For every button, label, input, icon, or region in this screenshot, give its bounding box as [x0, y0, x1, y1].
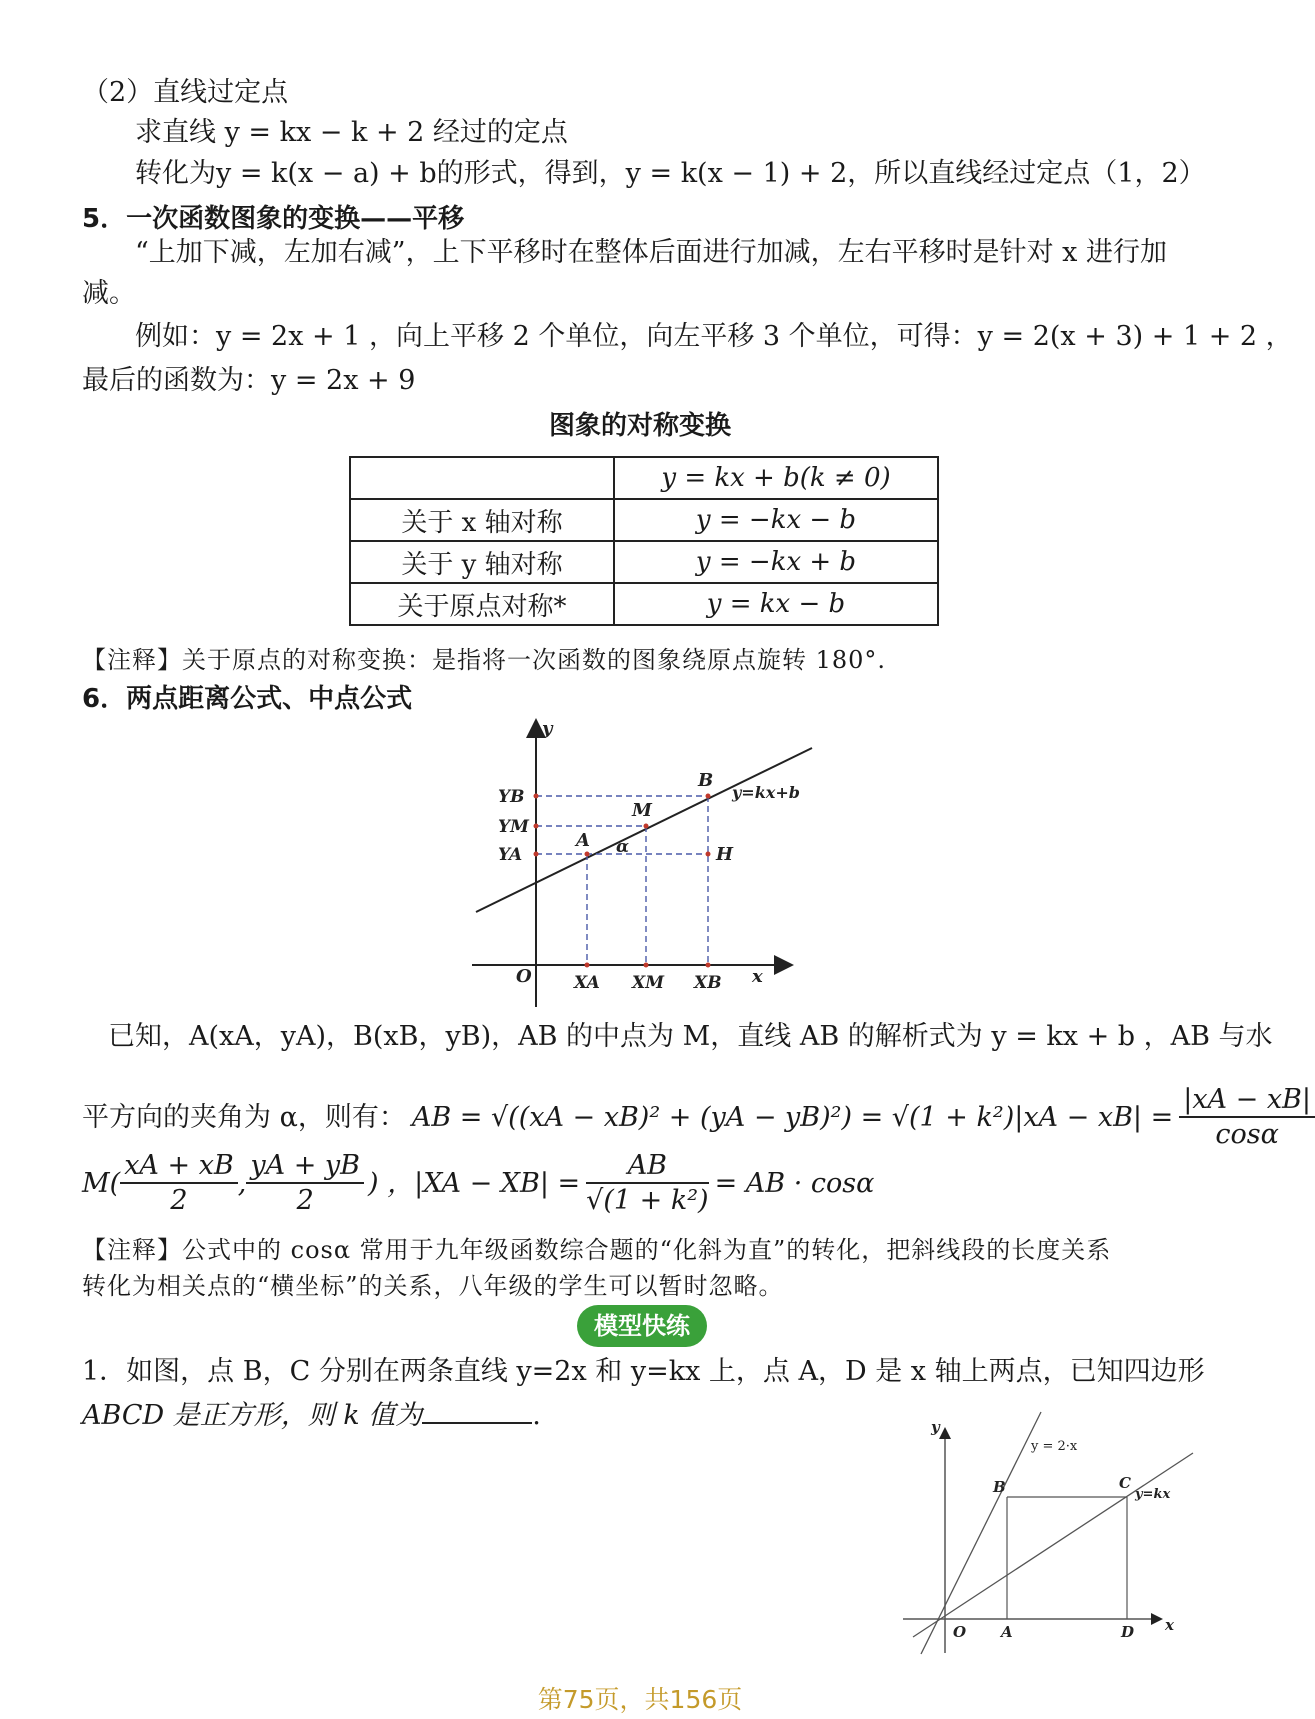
graph-label-h: H: [716, 844, 734, 865]
table-cell: 关于原点对称*: [350, 583, 614, 625]
graph-label-x: x: [752, 966, 763, 987]
fraction-denominator: √(1 + k²): [586, 1185, 709, 1216]
distance-graph: [470, 712, 820, 1012]
section-5-rule-line1: “上加下减，左加右减”，上下平移时在整体后面进行加减，左右平移时是针对 x 进行加: [135, 237, 1167, 268]
table-cell: 关于 y 轴对称: [350, 541, 614, 583]
formula-ab: AB = √((xA − xB)² + (yA − yB)²) = √(1 + k²)|xA − xB| =: [411, 1102, 1174, 1133]
section-6-given-line1: 已知，A(xA，yA)，B(xB，yB)，AB 的中点为 M，直线 AB 的解析式为 y = kx + b ，AB 与水: [108, 1021, 1273, 1052]
graph-label-b: B: [993, 1478, 1006, 1496]
fraction-ab-cos: [1179, 1084, 1315, 1152]
fraction-denominator: 2: [170, 1185, 188, 1216]
graph-points: [534, 794, 711, 968]
graph-label-x: x: [1165, 1616, 1174, 1634]
given-line2-prefix: 平方向的夹角为 α，则有：: [82, 1102, 406, 1133]
graph-label-ya: YA: [498, 845, 523, 865]
graph-label-y: y: [931, 1418, 940, 1436]
table-cell: y = −kx − b: [614, 499, 938, 541]
section-2-heading: （2）直线过定点: [82, 77, 289, 108]
formula-m-suffix: ) ，|XA − XB| =: [368, 1168, 581, 1199]
graph-label-a: A: [576, 830, 590, 851]
answer-blank[interactable]: [422, 1396, 532, 1424]
fraction-mid-y: [246, 1150, 364, 1218]
formula-midpoint-row: M( $\frac{xA + xB}{2}$ , $\frac{yA + yB}{2}$ ) ，|XA − XB| = $\frac{AB}{\text{√(1 + k²)}}$ = AB · cosα: [82, 1150, 875, 1216]
formula-ab-row: [82, 1084, 1315, 1152]
sym-table: [349, 456, 939, 626]
square-abcd: [1007, 1497, 1127, 1619]
formula-tail: = AB · cosα: [714, 1168, 875, 1199]
section-5-heading: 5．一次函数图象的变换——平移: [82, 204, 465, 234]
graph-label-ym: YM: [498, 817, 529, 837]
graph-label-m: M: [632, 800, 652, 821]
section-2-line2: 转化为y = k(x − a) + b的形式，得到，y = k(x − 1) + 2，所以直线经过定点（1，2）: [135, 158, 1206, 189]
formula-m-prefix: M(: [82, 1168, 121, 1199]
section-5-example-line2: 最后的函数为：y = 2x + 9: [82, 365, 416, 396]
guide-lines: [536, 796, 708, 965]
table-row: [350, 457, 938, 499]
practice-badge: 模型快练: [577, 1305, 707, 1347]
graph-label-line: y=kx+b: [732, 783, 800, 802]
graph-label-xb: XB: [694, 973, 722, 993]
fraction-numerator: AB: [586, 1150, 708, 1184]
graph-label-origin: O: [516, 966, 532, 987]
graph-label-alpha: α: [616, 837, 630, 857]
section-5-rule-line2: 减。: [82, 278, 136, 309]
fraction-numerator: |xA − xB|: [1179, 1084, 1315, 1118]
page-number: 第75页，共156页: [537, 1685, 743, 1714]
line-y-2x: [921, 1412, 1041, 1654]
table-row: [350, 583, 938, 625]
square-graph: [895, 1408, 1195, 1658]
fraction-numerator: xA + xB: [120, 1150, 238, 1184]
question-1-line2: [82, 1396, 541, 1433]
table-cell: 关于 x 轴对称: [350, 499, 614, 541]
graph-label-line1: y = 2·x: [1031, 1439, 1078, 1454]
section-6-note-line1: 【注释】公式中的 cosα 常用于九年级函数综合题的“化斜为直”的转化，把斜线段的长度关系: [82, 1236, 1112, 1264]
table-cell: y = −kx + b: [614, 541, 938, 583]
fraction-mid-x: [120, 1150, 238, 1218]
section-5-example-line1: 例如：y = 2x + 1 ，向上平移 2 个单位，向左平移 3 个单位，可得：y = 2(x + 3) + 1 + 2 ，: [135, 321, 1293, 352]
question-1-line1: 1．如图，点 B，C 分别在两条直线 y=2x 和 y=kx 上，点 A，D 是 x 轴上两点，已知四边形: [82, 1356, 1205, 1387]
sym-table-note: 【注释】关于原点的对称变换：是指将一次函数的图象绕原点旋转 180°.: [82, 646, 887, 674]
graph-label-y: y: [542, 718, 553, 739]
fraction-denominator: 2: [296, 1185, 314, 1216]
graph-label-origin: O: [953, 1623, 967, 1641]
table-cell: [350, 457, 614, 499]
graph-label-c: C: [1119, 1474, 1131, 1492]
fraction-numerator: yA + yB: [246, 1150, 364, 1184]
question-1-suffix: .: [532, 1400, 541, 1431]
line-y-kx: [913, 1453, 1193, 1637]
graph-label-b: B: [698, 770, 714, 791]
sym-table-title: 图象的对称变换: [548, 411, 731, 441]
fraction-denominator: cosα: [1215, 1119, 1279, 1150]
section-6-note-line2: 转化为相关点的“横坐标”的关系，八年级的学生可以暂时忽略。: [82, 1272, 784, 1300]
fraction-ab-sqrt: [586, 1150, 708, 1218]
table-cell: y = kx + b(k ≠ 0): [614, 457, 938, 499]
graph-label-a: A: [1001, 1623, 1013, 1641]
question-1-prefix: ABCD 是正方形，则 k 值为: [82, 1400, 423, 1431]
graph-label-xa: XA: [574, 973, 600, 993]
graph-label-line2: y=kx: [1135, 1487, 1171, 1502]
graph-label-yb: YB: [498, 787, 525, 807]
table-row: [350, 499, 938, 541]
graph-label-d: D: [1121, 1623, 1135, 1641]
graph-label-xm: XM: [632, 973, 665, 993]
table-row: [350, 541, 938, 583]
section-2-line1: 求直线 y = kx − k + 2 经过的定点: [135, 117, 568, 148]
table-cell: y = kx − b: [614, 583, 938, 625]
section-6-heading: 6．两点距离公式、中点公式: [82, 684, 413, 714]
